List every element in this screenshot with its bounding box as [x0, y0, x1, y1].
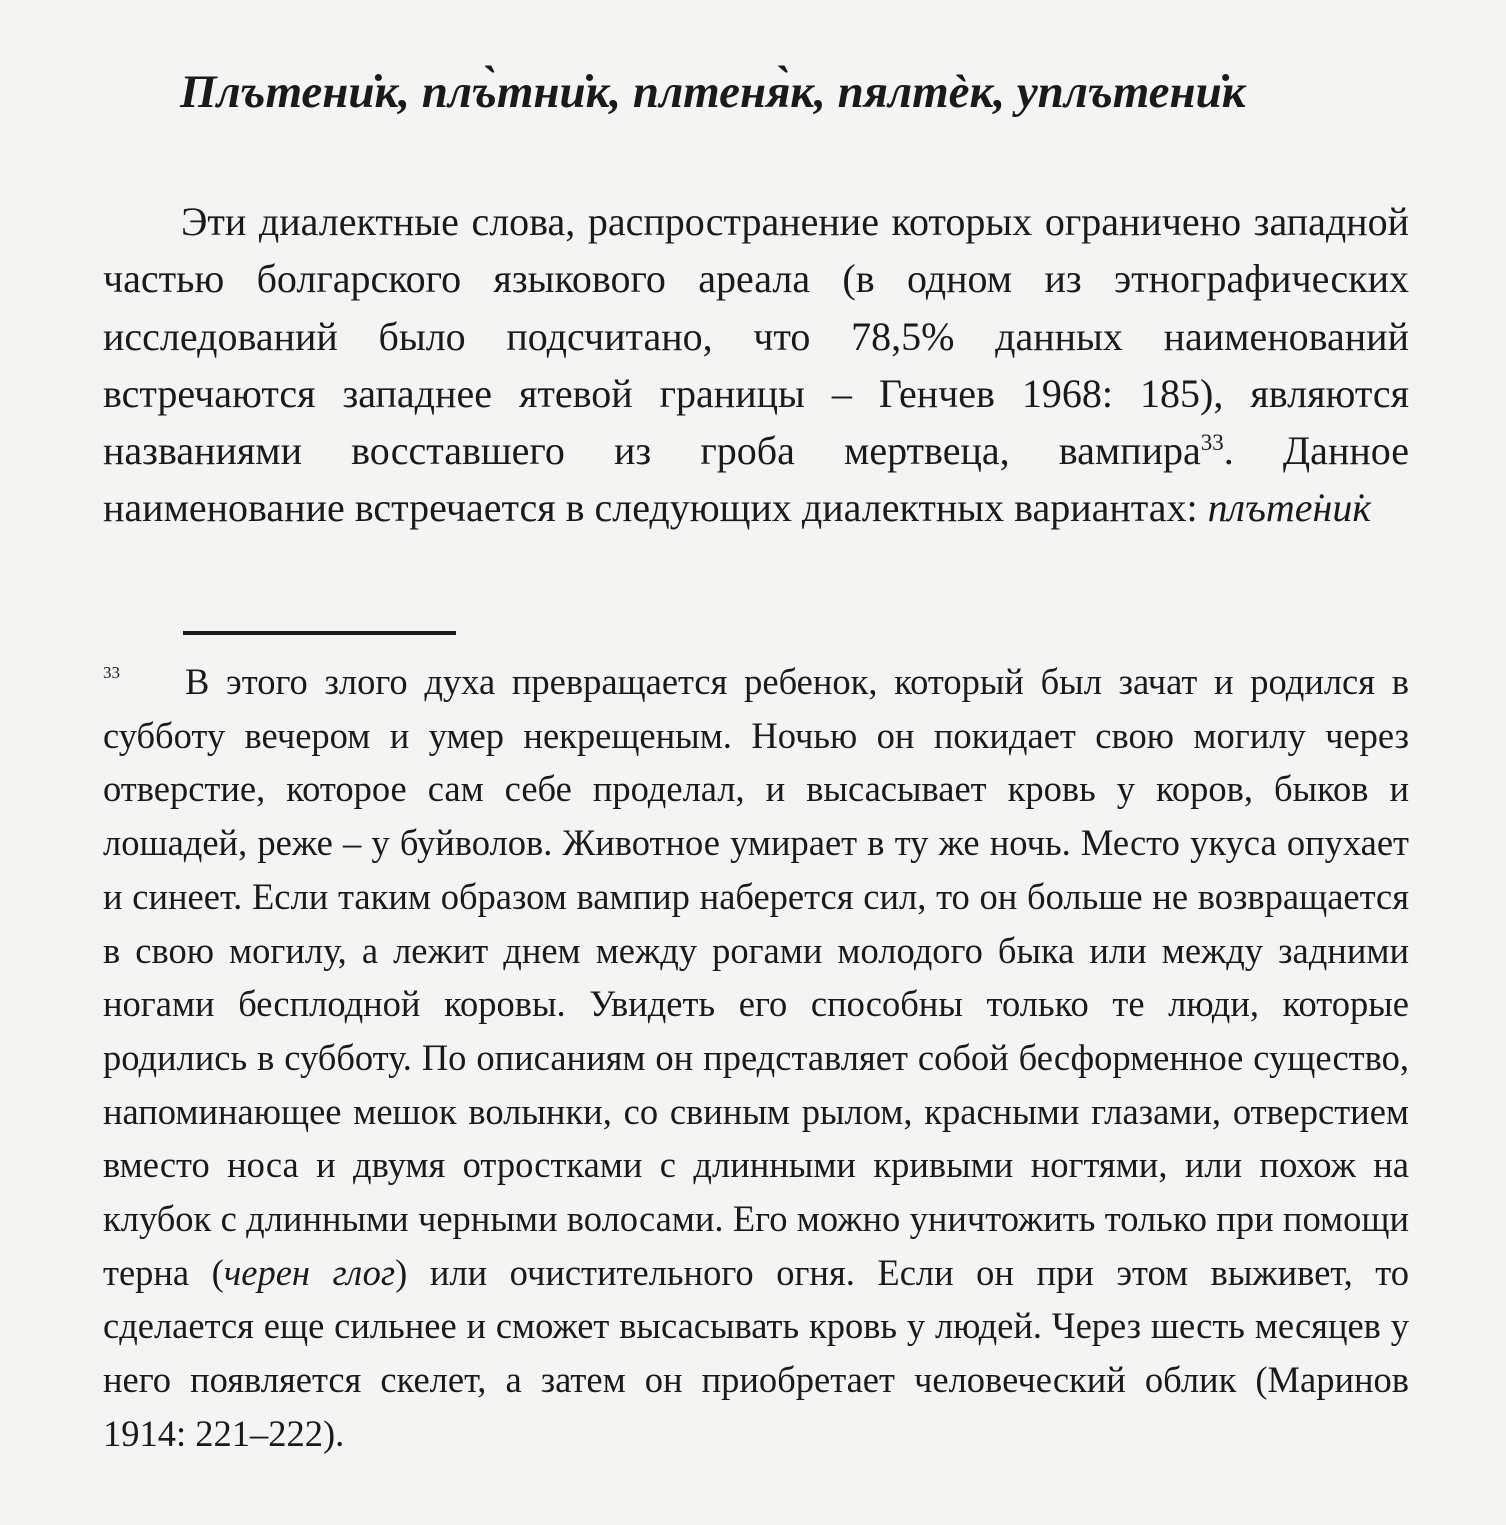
footnote-number: 33 — [103, 663, 120, 682]
footnote-text-part2: ) или очистительного огня. Если он при этом выживет, то сделается еще сильнее и сможет высасывать кровь у людей. Через шесть месяцев у него появляется скелет, а затем он приобретает человеческий облик (Маринов 1914: 221–222). — [103, 1251, 1409, 1454]
body-text-part1: Эти диалектные слова, распространение которых ограничено западной частью болгарского языкового ареала (в одном из этнографических исследований было подсчитано, что 78,5% данных наименований встречаются западнее ятевой границы – Генчев 1968: 185), являются названиями восставшего из гроба мертвеца, вампира — [103, 199, 1409, 474]
footnote-divider — [183, 631, 456, 635]
body-italic-word: плъте̇ни̇к — [1207, 485, 1372, 531]
entry-heading: Плътени̇к, плъ̀тни̇к, плтеня̀к, пялтѐк, уплътени̇к — [180, 66, 1246, 118]
footnote-paragraph — [103, 655, 1409, 1461]
body-paragraph — [103, 193, 1409, 537]
footnote-text-part1: В этого злого духа превращается ребенок, который был зачат и родился в субботу вечером и умер некрещеным. Ночью он покидает свою могилу через отверстие, которое сам себе проделал, и высасывает кровь у коров, быков и лошадей, реже – у буйволов. Животное умирает в ту же ночь. Место укуса опухает и синеет. Если таким образом вампир наберется сил, то он больше не возвращается в свою могилу, а лежит днем между рогами молодого быка или между задними ногами бесплодной коровы. Увидеть его способны только те люди, которые родились в субботу. По описаниям он представляет собой бесформенное существо, напоминающее мешок волынки, со свиным рылом, красными глазами, отверстием вместо носа и двумя отростками с длинными кривыми ногтями, или похож на клубок с длинными черными волосами. Его можно уничтожить только при помощи терна ( — [103, 661, 1409, 1293]
footnote-italic-term: черен глог — [223, 1251, 396, 1293]
footnote-reference[interactable]: 33 — [1200, 430, 1224, 456]
body-text-part2: . Данное наименование встречается в следующих диалектных вариантах: — [103, 428, 1409, 531]
